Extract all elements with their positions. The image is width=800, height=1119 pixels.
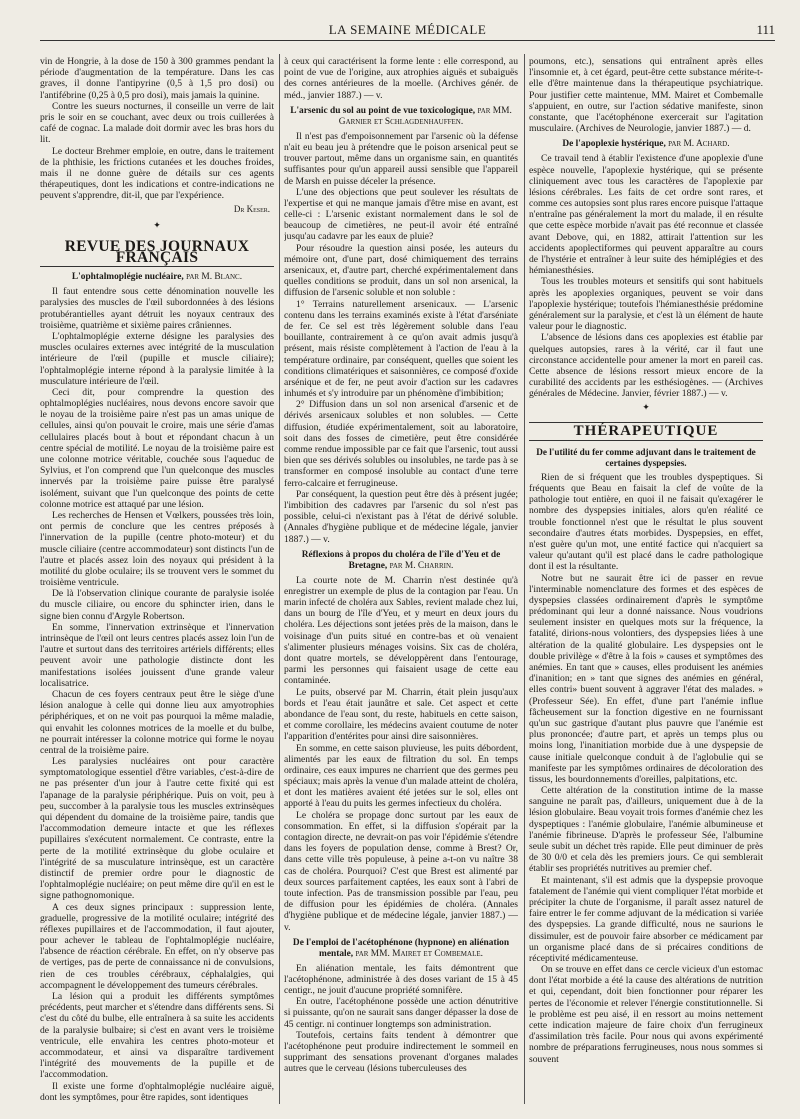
article-title: L'ophtalmoplégie nucléaire, [71, 272, 184, 283]
paragraph: Tous les troubles moteurs et sensitifs qui sont habituels après les apoplexies organiques, peuvent se voir dans l'apoplexie hystérique; toutefois l'hémianesthésie prédomine généralement sur la paralysie, et c'est là un élément de haute valeur pour le diagnostic. [529, 276, 763, 333]
separator-ornament: ✦ [642, 402, 650, 413]
running-title: LA SEMAINE MÉDICALE [328, 22, 487, 37]
signature: Dr Keser. [233, 204, 270, 215]
paragraph: Le choléra se propage donc surtout par les eaux de consommation. En effet, si la diffusion s'opérait par la contagion directe, ne devrait-on pas voir l'épidémie s'étendre dans les foyers de population dense, comme à Brest? Or, dans cette ville très populeuse, à peine a-t-on vu naître 38 cas de choléra. Pourquoi? C'est que Brest est alimenté par deux sources parfaitement captées, les eaux sont à l'abri de toute infection. Pas de transmission possible par l'eau, peu de diffusion pour les épidémies de choléra. (Annales d'hygiène publique et de médecine légale, janvier 1887.) — v. [284, 809, 518, 933]
paragraph: Notre but ne saurait être ici de passer en revue l'interminable nomenclature des formes et des espèces de dyspepsies classées ordinairement d'après le symptôme prédominant qui leur a donné naissance. Nous voudrions seulement insister en quelques mots sur la fréquence, la fatalité, dirions-nous volontiers, des dyspepsies liées à une altération de la qualité globulaire. Les dyspepsies ont le double privilège « d'être à la fois » causes et symptômes des anémies. En tant que » causes, elles produisent les anémies d'inanition; en » tant que signes des anémies en général, elles contri» buent souvent à aggraver l'état des malades. » (Professeur Sée). En effet, d'une part l'anémie influe fâcheusement sur la fonction digestive en ne fournissant qu'un suc gastrique d'autant plus pauvre que l'anémie est plus prononcée; d'autre part, et après un temps plus ou moins long, l'inanitiation morbide due à une dyspepsie de cause initiale quelconque conduit à de l'aglobulie qui se manifeste par les symptômes ordinaires de décoloration des tissus, les bourdonnements d'oreilles, palpitations, etc. [529, 572, 763, 785]
paragraph: Toutefois, certains faits tendent à démontrer que l'acétophénone peut produire indirectement le sommeil en supprimant des sensations provenant d'organes malades autres que le cerveau (lésions tuberculeuses des [284, 1029, 518, 1075]
paragraph: poumons, etc.), sensations qui entraînent après elles l'insomnie et, à cet égard, peut-être cette substance mérite-t-elle d'être maintenue dans la thérapeutique psychiatrique. Pour justifier cette maintenue, MM. Mairet et Combemalle s'appuient, en outre, sur l'action sédative manifeste, sinon constante, que l'acétophénone exercerait sur l'agitation musculaire. (Archives de Neurologie, janvier 1887.) — d. [529, 56, 763, 135]
article-author: par M. Blanc. [186, 272, 243, 283]
paragraph: 1° Terrains naturellement arsenicaux. — L'arsenic contenu dans les terrains examinés existe à l'état d'arséniate de fer. Ce sel est très légèrement soluble dans l'eau bouillante, contrairement à ce qu'on avait admis jusqu'à présent, mais résiste complètement à l'action de l'eau à la température ordinaire, par conséquent, quelles que soient les conditions climatériques et saisonnières, ce composé d'oxide arsénique et de fer, ne peut avoir d'action sur les cadavres inhumés et s'y introduire par un phénomène d'imbibition; [284, 298, 518, 400]
separator-ornament: ✦ [153, 219, 161, 230]
paragraph: Il existe une forme d'ophtalmoplégie nucléaire aiguë, dont les symptômes, pour être rapides, sont identiques [40, 1080, 274, 1103]
paragraph: à ceux qui caractérisent la forme lente : elle correspond, au point de vue de l'origine, aux atrophies aiguës et subaiguës des cornes antérieures de la moelle. (Archives génér. de méd., janvier 1887.) — v. [284, 56, 518, 101]
paragraph: Rien de si fréquent que les troubles dyspeptiques. Si fréquents que Beau en faisait la clef de voûte de la pathologie tout entière, en quoi il ne faisait qu'exagérer le nombre des dyspepsies initiales, alors qu'en réalité ce trouble fonctionnel n'est que le résultat le plus souvent secondaire d'autres états morbides. Dyspepsies, en effet, n'est guère qu'un mot, une entité factice qui n'acquiert sa valeur qu'autant qu'il est placé dans le cadre pathologique dont il est la résultante. [529, 471, 763, 573]
paragraph: 2° Diffusion dans un sol non arsenical d'arsenic et de dérivés arsenicaux solubles et non solubles. — Cette diffusion, étudiée expérimentalement, soit au laboratoire, soit dans des fosses de cimetière, peut être considérée comme rendue impossible par ce fait que l'arsenic, tout aussi bien que ses dérivés solubles ou insolubles, ne tarde pas à se transformer en composé insoluble au contact d'une terre ferro-calcaire et ferrugineuse. [284, 399, 518, 489]
paragraph: Contre les sueurs nocturnes, il conseille un verre de lait pris le soir en se couchant, avec deux ou trois cuillerées à café de cognac. La malade doit dormir avec les bras hors du lit. [40, 100, 274, 146]
section-title: THÉRAPEUTIQUE [529, 422, 763, 441]
article-heading [284, 550, 518, 572]
article-author: par MM. Garnier et Schlagdenhauffen. [338, 105, 512, 127]
paragraph: Par conséquent, la question peut être dès à présent jugée; l'imbibition des cadavres par l'arsenic du sol n'est pas possible, celui-ci n'existant pas à l'état de dérivé soluble. (Annales d'hygiène publique et de médecine légale, janvier 1887.) — v. [284, 488, 518, 545]
paragraph: A ces deux signes principaux : suppression lente, graduelle, progressive de la motilité oculaire; intégrité des réflexes pupillaires et de l'accommodation, il faut ajouter, pour achever le tableau de l'ophtalmoplégie nucléaire, l'absence de réaction cérébrale. En effet, on n'y observe pas de vertiges, pas de perte de connaissance ni de convulsions, rien de ces troubles cérébraux, céphalalgies, qui accompagnent le développement des tumeurs cérébrales. [40, 901, 274, 991]
article-heading [284, 106, 518, 128]
article-title: L'arsenic du sol au point de vue toxicologique, [290, 105, 476, 116]
paragraph: Les paralysies nucléaires ont pour caractère symptomatologique essentiel d'être variables, c'est-à-dire de ne pas présenter d'un jour à l'autre cette fixité qui est l'apanage de la paralysie périphérique. Puis on voit, peu à peu, succomber à la paralysie tous les muscles extrinsèques qui dépendent du domaine de la troisième paire, tandis que l'accommodation demeure intacte et que les réflexes pupillaires s'exécutent normalement. Ce contraste, entre la perte de la motilité extrinsèque du globe oculaire et l'intégrité de sa musculature intrinsèque, est un caractère distinctif de premier ordre pour le diagnostic de l'ophtalmoplégie nucléaire; on peut même dire qu'il en est le signe pathognomonique. [40, 756, 274, 902]
article-title: Réflexions à propos du choléra de l'île d'Yeu et de Bretagne, [301, 549, 501, 571]
column-2 [284, 56, 518, 1104]
paragraph: Chacun de ces foyers centraux peut être le siège d'une lésion analogue à celle qui donne lieu aux amyotrophies périphériques, et on ne voit pas pourquoi la même maladie, qui envahit les colonnes motrices de la moelle et du bulbe, ne pourrait intéresser la colonne motrice qui forme le noyau central de la troisième paire. [40, 688, 274, 756]
article-author: par M. Charrin. [389, 560, 454, 571]
paragraph: La courte note de M. Charrin n'est destinée qu'à enregistrer un exemple de plus de la contagion par l'eau. Un marin infecté de choléra aux Sables, revient malade chez lui, dans un bourg de l'île d'Yeu, et y meurt en deux jours du choléra. Les déjections sont jetées près de la maison, dans le voisinage d'un puits situé en contre-bas et où venaient s'alimenter plusieurs ménages voisins. Six cas de choléra, dont quatre mortels, se développèrent dans l'entourage, parmi les personnes qui faisaient usage de cette eau contaminée. [284, 574, 518, 687]
paragraph: L'ophtalmoplégie externe désigne les paralysies des muscles oculaires externes avec intégrité de la musculation intérieure de l'œil (pupille et muscle ciliaire); l'ophtalmoplégie interne répond à la paralysie limitée à la musculature intérieure de l'œil. [40, 330, 274, 387]
paragraph: Ce travail tend à établir l'existence d'une apoplexie d'une espèce nouvelle, l'apoplexie hystérique, qui se présente cliniquement avec tous les caractères de l'apoplexie par lésions cérébrales. Les faits de cet ordre sont rares, et comme ces autopsies sont plus rares encore puisque l'attaque n'entraîne pas généralement la mort du malade, il en résulte que cette espèce morbide n'avait pas été reconnue et classée avant Debove, qui, en 1882, attirait l'attention sur les accidents apoplectiformes qui peuvent apparaître au cours de l'hystérie et entraîner à leur suite des hémiplégies et des hémianesthésies. [529, 153, 763, 277]
article-title: De l'apoplexie hystérique, [562, 139, 666, 150]
article-author: par MM. Mairet et Combemale. [355, 948, 483, 959]
article-heading [40, 272, 274, 283]
column-rule [279, 54, 280, 1104]
paragraph: De là l'observation clinique courante de paralysie isolée du muscle ciliaire, ou encore du sphincter irien, dans le signe bien connu d'Argyle Robertson. [40, 588, 274, 622]
paragraph: Le docteur Brehmer emploie, en outre, dans le traitement de la phthisie, les frictions cutanées et les douches froides, mais il ne donne guère de détails sur ces agents thérapeutiques, dont les indications et contre-indications ne peuvent s'apprendre, dit-il, que par l'expérience. [40, 145, 274, 202]
page-header [40, 10, 775, 41]
paragraph: vin de Hongrie, à la dose de 150 à 300 grammes pendant la période d'augmentation de la température. Dans les cas graves, il donne l'antipyrine (0,5 à 1,5 pro dosi) ou l'antifébrine (0,25 à 0,5 pro dosi), mais jamais la quinine. [40, 56, 274, 101]
paragraph: En aliénation mentale, les faits démontrent que l'acétophénone, administrée à des doses variant de 15 à 45 centigr., ne jouit d'aucune propriété somnifère. [284, 962, 518, 997]
paragraph: En outre, l'acétophénone possède une action dénutritive si puissante, qu'on ne saurait sans danger dépasser la dose de 45 centigr. ni continuer longtemps son administration. [284, 996, 518, 1030]
article-title: De l'utilité du fer comme adjuvant dans le traitement de certaines dyspepsies. [536, 446, 756, 468]
paragraph: Et maintenant, s'il est admis que la dyspepsie provoque fatalement de l'anémie qui vient compliquer l'état morbide et précipiter la chute de l'organisme, il paraît assez naturel de faire entrer le fer comme adjuvant de la médication si variée des dyspepsies. La grande difficulté, nous ne saurions le dissimuler, est de pouvoir faire absorber ce médicament par un organisme placé dans de si précaires conditions de réceptivité médicamenteuse. [529, 874, 763, 964]
paragraph: Cette altération de la constitution intime de la masse sanguine ne paraît pas, d'ailleurs, uniquement due à de la lésion globulaire. Beau voyait trois formes d'anémie chez les dyspeptiques : l'anémie globulaire, l'anémie albumineuse et l'anémie fibrineuse. D'après le professeur Sée, l'albumine seule subit un déchet très rapide. Elle peut diminuer de près de 30 0/0 et cela dès les premiers jours. Ce qui semblerait établir ses propriétés nutritives au premier chef. [529, 785, 763, 875]
column-3 [529, 56, 763, 1104]
paragraph: La lésion qui a produit les différents symptômes précédents, peut marcher et s'étendre dans différents sens. Si c'est du côté du bulbe, elle entraînera à sa suite les accidents de la paralysie bulbaire; si c'est en avant vers le troisième ventricule, elle envahira les centres photo-moteur et accommodateur, et ainsi va disparaître tardivement l'intégrité des mouvements de la pupille et de l'accommodation. [40, 991, 274, 1081]
column-rule [524, 54, 525, 1104]
paragraph: Le puits, observé par M. Charrin, était plein jusqu'aux bords et l'eau était jaunâtre et sale. Cet aspect et cette abondance de l'eau sont, du reste, habituels en cette saison, et comme corollaire, les médecins avaient coutume de noter l'apparition d'entérites pour ainsi dire saisonnières. [284, 686, 518, 743]
article-author: par M. Achard. [668, 139, 730, 150]
paragraph: Ceci dit, pour comprendre la question des ophtalmoplégies nucléaires, nous devons encore savoir que le noyau de la troisième paire n'est pas un amas unique de cellules, ainsi qu'on pouvait le croire, mais une série d'amas cellulaires placés bout à bout et répondant chacun à un centre spécial de motilité. Le noyau de la troisième paire est une colonne motrice véritable, couchée sous l'aqueduc de Sylvius, et l'on comprend que l'un quelconque des muscles innervés par la troisième paire puisse être paralysé isolément, suivant que l'un quelconque des points de cette colonne motrice est attaqué par une lésion. [40, 386, 274, 510]
paragraph: En somme, l'innervation extrinsèque et l'innervation intrinsèque de l'œil ont leurs centres placés assez loin l'un de l'autre et surtout dans des territoires artériels différents; elles peuvent avoir une pathologie distincte dont les manifestations isolées jouissent d'une grande valeur localisatrice. [40, 621, 274, 689]
article-heading [529, 139, 763, 150]
page-number: 111 [756, 22, 775, 37]
paragraph: On se trouve en effet dans ce cercle vicieux d'un estomac dont l'état morbide a été la cause des altérations de nutrition et qui, cependant, doit bien fonctionner pour réparer les pertes de l'économie et relever l'énergie constitutionnelle. Si le problème est peu aisé, il en ressort au moins nettement cette indication majeure de faire choix d'un ferrugineux d'assimilation très facile. Pour nous qui avons expérimenté nombre de préparations ferrugineuses, nous nous sommes si souvent [529, 964, 763, 1065]
paragraph: L'absence de lésions dans ces apoplexies est établie par quelques autopsies, rares à la vérité, car il faut une circonstance accidentelle pour amener la mort en pareil cas. Cette absence de lésions ressort mieux encore de la curabilité des accidents par les esthésiogènes. — (Archives générales de Médecine. Janvier, février 1887.) — v. [529, 332, 763, 400]
section-title: REVUE DES JOURNAUX FRANÇAIS [40, 241, 274, 267]
paragraph: Il n'est pas d'empoisonnement par l'arsenic où la défense n'ait eu beau jeu à prétendre que le poison arsenical peut se trouver partout, même dans un organisme sain, en quantités suffisantes pour qu'un appareil aussi sensible que l'appareil de Marsh en puisse déceler la présence. [284, 130, 518, 187]
paragraph: En somme, en cette saison pluvieuse, les puits débordent, alimentés par les eaux de filtration du sol. En temps ordinaire, ces eaux impures ne charrient que des germes peu spéciaux; mais après la venue d'un malade atteint de choléra, et dont les matières avaient été jetées sur le sol, elles ont apporté à l'eau du puits les germes infectieux du choléra. [284, 742, 518, 810]
paragraph: Il faut entendre sous cette dénomination nouvelle les paralysies des muscles de l'œil subordonnées à des lésions protubérantielles ayant détruit les noyaux centraux des troisième, quatrième et sixième paires crâniennes. [40, 286, 274, 331]
paragraph: Pour résoudre la question ainsi posée, les auteurs du mémoire ont, d'une part, dosé chimiquement des terrains arsenicaux, et, d'autre part, cherché expérimentalement dans quelles conditions se produit, dans un sol non arsenical, la diffusion de l'arsenic soluble et non soluble : [284, 242, 518, 299]
paragraph: Les recherches de Hensen et Vœlkers, poussées très loin, ont permis de conclure que les centres préposés à l'innervation de la pupille (centre photo-moteur) et du muscle ciliaire (centre accommodateur) sont distincts l'un de l'autre et placés assez loin des noyaux qui président à la motilité du globe oculaire; ils se trouvent vers le sommet du troisième ventricule. [40, 509, 274, 589]
article-heading [284, 938, 518, 960]
column-1 [40, 56, 274, 1104]
article-title: De l'emploi de l'acétophénone (hypnone) en aliénation mentale, [292, 937, 510, 959]
paragraph: L'une des objections que peut soulever les résultats de l'expertise et qui ne manque jamais d'être mise en avant, est celle-ci : L'arsenic existant normalement dans le sol de beaucoup de cimetières, ne peut-il avoir été entraîné jusqu'au cadavre par les eaux de pluie? [284, 186, 518, 243]
